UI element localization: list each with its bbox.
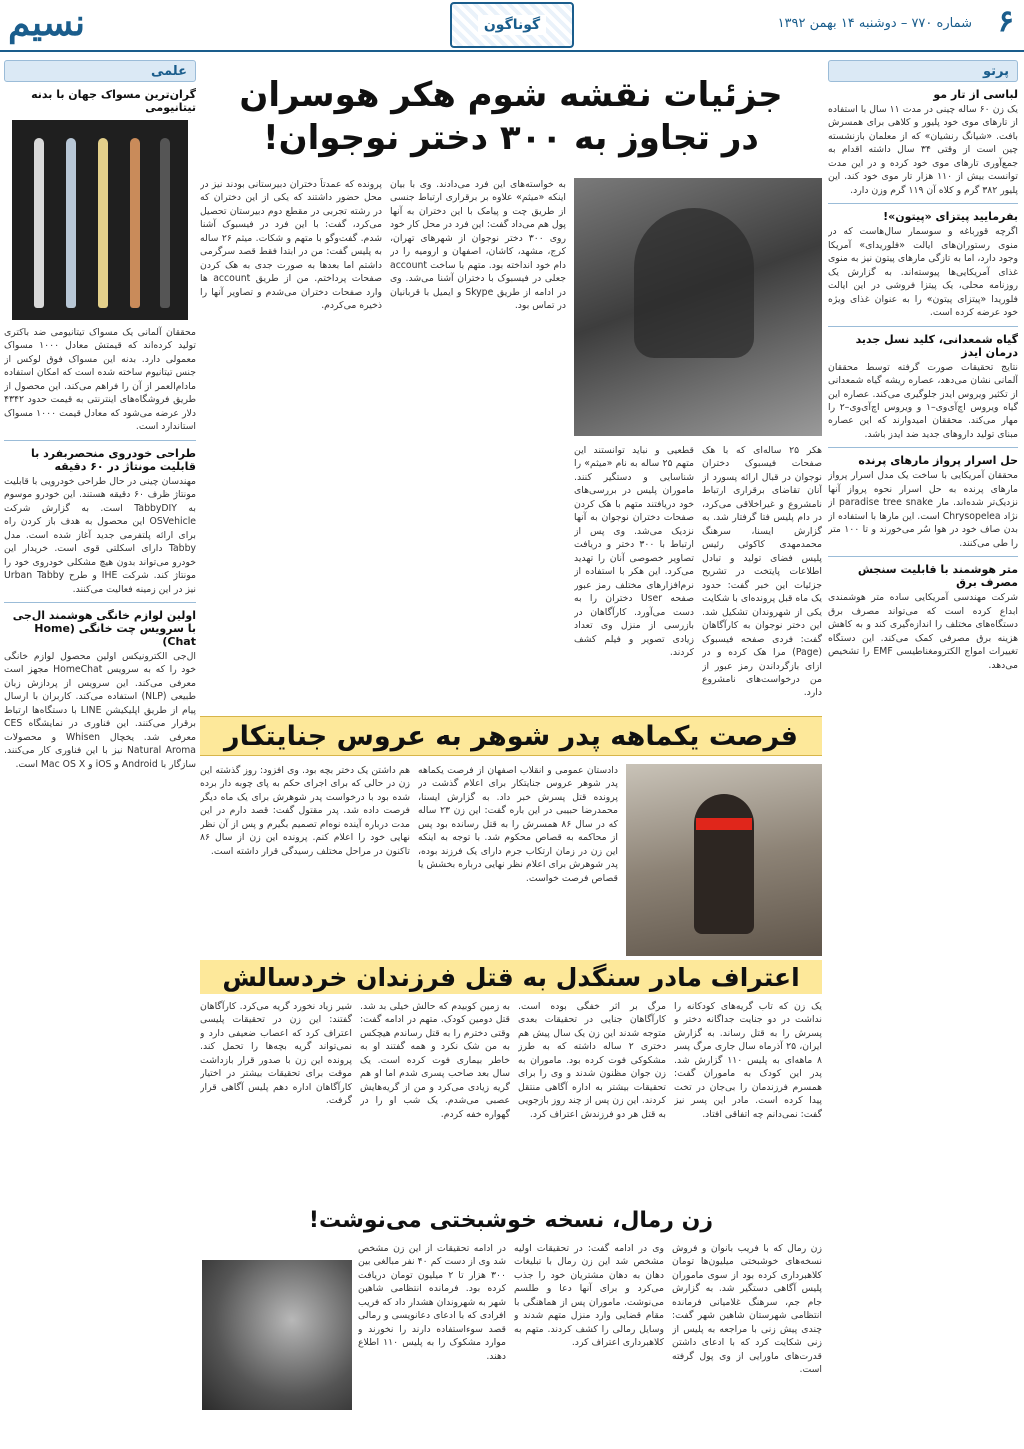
- left-item: [4, 609, 196, 771]
- mother-story-col: به زمین کوبیدم که حالش خیلی بد شد. قتل دومین کودک. متهم در ادامه گفت: وقتی دخترم را به قتل رساندم هیچکس به من شک نکرد و همه گفتند او به خاطر بیماری فوت کرده است. یک سال بعد صاحب پسری شدم اما او هم گریه زیادی می‌کرد و من از گریه‌هایش عصبی می‌شدم. یک شب او را در گهواره خفه کردم.: [360, 1001, 510, 1120]
- masthead: [0, 0, 1024, 52]
- main-story-col: هکر ۲۵ ساله‌ای که با هک صفحات فیسبوک دختران نوجوان در قبال ارائه پسورد از آنان تقاضای برقراری ارتباط نامشروع و غیراخلاقی می‌کرد، در دام پلیس فتا گرفتار شد. به گزارش ایسنا، سرهنگ محمدمهدی کاکوئی رئیس پلیس فضای تولید و تبادل اطلاعات پایتخت در تشریح جزئیات این خبر گفت: حدود یک ماه قبل پرونده‌ای با شکایت یکی از شهروندان تشکیل شد. این دختر نوجوان به کارآگاهان گفت: فردی صفحه فیسبوک (Page) مرا هک کرده و در ازای بازگرداندن رمز عبور از من درخواست‌های نامشروع دارد.: [702, 445, 822, 699]
- divider: [828, 326, 1018, 327]
- right-item: [828, 454, 1018, 550]
- divider: [828, 203, 1018, 204]
- left-item: [4, 447, 196, 596]
- main-headline-line2: در تجاوز به ۳۰۰ دختر نوجوان!: [263, 117, 759, 158]
- left-item-body: محققان آلمانی یک مسواک تیتانیومی ضد باکتری تولید کرده‌اند که قیمتش معادل ۱۰۰۰ مسواک معمولی دارد. بدنه این مسواک فوق لوکس از جنس تیتانیوم ساخته شده است که امکان استفاده مادام‌العمر از آن را فراهم می‌کند. این محصول از طریق فروشگاه‌های اینترنتی به قیمت حدود ۴۳۴۲ دلار عرضه می‌شود که معادل قیمت ۱۰۰۰ مسواک استاندارد است.: [4, 327, 196, 433]
- newspaper-logo: نسیم: [8, 2, 85, 44]
- right-item-body: شرکت مهندسی آمریکایی ساده متر هوشمندی ابداع کرده است که می‌تواند مصرف برق دستگاه‌های مختلف را اندازه‌گیری کند و به کاهش هزینه برق مصرفی کمک می‌کند. این دستگاه تغییرات امواج الکترومغناطیسی EMF را تشخیص می‌دهد.: [828, 592, 1018, 671]
- mother-story-col: شیر زیاد نخورد گریه می‌کرد. کارآگاهان گفتند: این زن در تحقیقات پلیسی اعتراف کرد که اعصاب ضعیفی دارد و نمی‌تواند گریه بچه‌ها را تحمل کند. پرونده این زن با صدور قرار بازداشت موقت برای تحقیقات بیشتر در اختیار کارآگاهان اداره دهم پلیس آگاهی قرار گرفت.: [200, 1001, 352, 1107]
- right-item-title: لباسی از تار مو: [933, 88, 1018, 101]
- left-item-title: طراحی خودروی منحصربفرد با قابلیت مونتاژ در ۶۰ دقیقه: [31, 446, 196, 473]
- toothbrush-image: [34, 138, 44, 308]
- toothbrush-image: [66, 138, 76, 308]
- left-item: [4, 88, 196, 434]
- mother-story-col: یک زن که تاب گریه‌های کودکانه را نداشت در دو جنایت جداگانه دختر و پسرش را به قتل رساند. به گزارش ایران، ۲۵ آذرماه سال جاری مرگ پسر ۸ ماهه‌ای به پلیس ۱۱۰ گزارش شد. پدر این کودک به ماموران گفت: همسرم فرزندمان را بی‌جان در تخت پیدا کرده است. مادر این پسر نیز گفت: نمی‌دانم چه اتفاقی افتاد.: [674, 1001, 822, 1120]
- right-item-body: نتایج تحقیقات صورت گرفته توسط محققان آلمانی نشان می‌دهد، عصاره ریشه گیاه شمعدانی از تکثیر ویروس ایدز جلوگیری می‌کند. عصاره این گیاه ویروس اچ‌آی‌وی–۱ و ویروس اچ‌آی‌وی–۲ را مهار می‌کند. محققان امیدوارند که این عصاره مبنای تولید داروهای جدید ضد ایدز باشد.: [828, 361, 1018, 440]
- bride-photo: [626, 764, 822, 956]
- divider: [4, 440, 196, 441]
- main-story-col: قطعیی و نباید توانستند این متهم ۲۵ ساله به نام «میثم» را شناسایی و دستگیر کنند. ماموران پلیس در بررسی‌های خود دریافتند متهم با هک کردن صفحات دختران نوجوان به آنها نزدیک می‌شد. وی پس از ارتباط با ۳۰۰ دختر و دریافت تصاویر خصوصی آنان را تهدید می‌کرد. این هکر با استفاده از نرم‌افزارهای مختلف رمز عبور صفحه User دختران را به دست می‌آورد. کارآگاهان در بازرسی از منزل وی تعداد زیادی تصویر و فیلم کشف کردند.: [574, 445, 694, 659]
- right-item: [828, 210, 1018, 319]
- rammal-story-col: در ادامه تحقیقات از این زن مشخص شد وی از دست کم ۴۰ نفر مبالغی بین ۳۰۰ هزار تا ۲ میلیون تومان دریافت کرده بود. فرمانده انتظامی شاهین شهر به شهروندان هشدار داد که فریب افرادی که با ادعای دعانویسی و رمالی قصد سوءاستفاده دارند را نخورند و موارد مشکوک را به پلیس ۱۱۰ اطلاع دهند.: [358, 1243, 506, 1362]
- right-item-body: محققان آمریکایی با ساخت یک مدل اسرار پرواز مارهای پرنده به حل اسرار نحوه پرواز آنها نزدیک‌تر شده‌اند. مار paradise tree snake از نژاد Chrysopelea است. این مارها با استفاده از بدن صاف خود در هوا سُر می‌خورند و تا ۱۰۰ متر را طی می‌کنند.: [828, 470, 1018, 549]
- page-number: ۶: [997, 4, 1014, 39]
- divider: [828, 447, 1018, 448]
- right-column-heading: پرتو: [828, 60, 1018, 82]
- toothbrush-photo: [12, 120, 188, 320]
- woman-figure-icon: [694, 794, 754, 934]
- main-story-col: پرونده که عمدتاً دختران دبیرستانی بودند نیز در محل حضور داشتند که یکی از این دختران که در رشته تجربی در مقطع دوم دبیرستان تحصیل می‌کرد، گفت: با این فرد در فیسبوک آشنا شدم. گفت‌وگو با متهم و شکات. میثم ۲۶ ساله به پلیس گفت: من در ابتدا فقط قصد سرگرمی داشتم اما بعدها به صورت جدی به هک کردن صفحات پرداختم. من از طریق account ها وارد صفحات دختران می‌شدم و تصاویر آنها را ذخیره می‌کردم.: [200, 179, 382, 312]
- bride-story-headline: فرصت یکماهه پدر شوهر به عروس جنایتکار: [200, 716, 822, 756]
- mother-story-col: مرگ بر اثر خفگی بوده است. کارآگاهان جنایی در تحقیقات بعدی متوجه شدند این زن یک سال پیش هم دختری ۲ ساله داشته که به طرز مشکوکی فوت کرده بود. ماموران به زن جوان مظنون شدند و وی را برای تحقیقات بیشتر به اداره آگاهی منتقل کردند. این زن پس از چند روز بازجویی به قتل هر دو فرزندش اعتراف کرد.: [518, 1001, 666, 1120]
- right-item: [828, 333, 1018, 442]
- issue-line: شماره ۷۷۰ – دوشنبه ۱۴ بهمن ۱۳۹۲: [777, 16, 972, 31]
- divider: [4, 602, 196, 603]
- right-item: [828, 88, 1018, 197]
- toothbrush-image: [130, 138, 140, 308]
- rammal-story-col: زن رمال که با فریب بانوان و فروش نسخه‌های خوشبختی میلیون‌ها تومان کلاهبرداری کرده بود از سوی ماموران پلیس آگاهی دستگیر شد. به گزارش جام جم، سرهنگ غلامیانی فرمانده انتظامی شهرستان شاهین شهر گفت: چندی پیش زنی با مراجعه به پلیس از زنی شکایت کرد که با ادعای داشتن قدرت‌های ماورایی از وی پول گرفته است.: [672, 1243, 822, 1376]
- left-item-body: ال‌جی الکترونیکس اولین محصول لوازم خانگی خود را که به سرویس HomeChat مجهز است معرفی می‌کند. این سرویس از پردازش زبان طبیعی (NLP) استفاده می‌کند. کاربران با ارسال پیام از طریق اپلیکیشن LINE با دستگاه‌ها ارتباط برقرار می‌کنند. این فناوری در نمایشگاه CES معرفی شد. یخچال Whisen و محصولات Natural Aroma نیز با این فناوری کار می‌کنند. سازگار با Android و iOS و Mac OS X است.: [4, 650, 196, 770]
- mother-story-headline: اعتراف مادر سنگدل به قتل فرزندان خردسالش: [200, 960, 822, 994]
- divider: [828, 556, 1018, 557]
- center-content: [200, 60, 822, 1442]
- rammal-story-col: وی در ادامه گفت: در تحقیقات اولیه مشخص شد این زن رمال با تبلیغات دهان به دهان مشتریان خود را جذب می‌کرد و برای آنها دعا و طلسم می‌نوشت. ماموران پس از هماهنگی با مقام قضایی وارد منزل متهم شدند و وسایل رمالی را کشف کردند. متهم به کلاهبرداری اعتراف کرد.: [514, 1243, 664, 1349]
- rammal-photo: [202, 1260, 352, 1410]
- section-label: گوناگون: [478, 15, 546, 35]
- main-story: [200, 178, 822, 708]
- toothbrush-image: [160, 138, 170, 308]
- section-emblem: [450, 2, 574, 48]
- left-item-title: گران‌ترین مسواک جهان با بدنه تیتانیومی: [31, 88, 196, 114]
- right-item-title: حل اسرار پرواز مارهای پرنده: [858, 454, 1018, 468]
- left-item-title: اولین لوازم خانگی هوشمند ال‌جی با سرویس چت خانگی (Home Chat): [12, 608, 196, 648]
- main-story-col: به خواسته‌های این فرد می‌دادند. وی با بیان اینکه «میثم» علاوه بر برقراری ارتباط جنسی از طریق چت و پیامک با این دختران به آنها پول هم می‌داد گفت: این فرد در محل کار خود روی ۳۰۰ دختر نوجوان از شهرهای تهران، کرج، مشهد، کاشان، اصفهان و ارومیه را در دام خود انداخته بود. متهم با ساخت account جعلی در فیسبوک با دختران آشنا می‌شد. وی در ادامه از طریق Skype و ایمیل با قربانیان در تماس بود.: [390, 179, 566, 312]
- bride-story-col: هم داشتن یک دختر بچه بود. وی افزود: روز گذشته این زن در حالی که برای اجرای حکم به پای چوبه دار برده شده بود با درخواست پدر شوهرش برای یک ماه دیگر فرصت داده شد. پدر مقتول گفت: قصد دارم در این مدت درباره آینده نوه‌ام تصمیم بگیرم و پس از آن نظر نهایی خود را اعلام کنم. پرونده این زن از سال ۸۶ تاکنون در مراحل مختلف رسیدگی قرار داشته است.: [200, 765, 410, 857]
- right-item: [828, 563, 1018, 672]
- right-column: [828, 60, 1018, 1442]
- person-silhouette-icon: [634, 208, 754, 358]
- left-column-heading: علمی: [4, 60, 196, 82]
- rammal-story-headline: زن رمال، نسخه خوشبختی می‌نوشت!: [308, 1208, 714, 1233]
- bride-story-col: دادستان عمومی و انقلاب اصفهان از فرصت یکماهه پدر شوهر عروس جنایتکار برای اعلام گذشت در پرونده قتل پسرش خبر داد. به گزارش ایسنا، محمدرضا حبیبی در این باره گفت: این زن ۲۳ ساله که در سال ۸۶ همسرش را به قتل رسانده بود پس از محاکمه به قصاص محکوم شد. با توجه به اینکه این زن در زمان ارتکاب جرم دارای یک فرزند بوده، پدر شوهرش برای اعلام نظر نهایی درباره بخشش یا قصاص فرصت خواست.: [418, 765, 618, 884]
- left-column: [4, 60, 196, 1442]
- right-item-body: یک زن ۶۰ ساله چینی در مدت ۱۱ سال با استفاده از تارهای موی خود پلیور و کلاهی برای همسرش بافت. «شیانگ رنشیان» که از معلمان بازنشسته چین است از وقتی ۳۴ سال داشته اقدام به جمع‌آوری تارهای موی خود کرده و در این مدت توانست بیش از ۱۱۰ هزار تار موی خود کند. این پلیور ۳۸۲ گرم و کلاه آن ۱۱۹ گرم وزن دارد.: [828, 104, 1018, 196]
- right-item-body: اگرچه قورباغه و سوسمار سال‌هاست که در منوی رستوران‌های ایالت «فلوریدای» آمریکا وجود دارد، اما به تازگی مارهای پیتون نیز به منوی غذای آمریکایی‌ها پیوسته‌اند. به گزارش یک روزنامه محلی، یک پیتزا فروشی در این ایالت فلوریدا «پیتزای پیتون» را به عنوان غذای ویژه خود عرضه کرده است.: [828, 226, 1018, 319]
- left-item-body: مهندسان چینی در حال طراحی خودرویی با قابلیت مونتاژ ظرف ۶۰ دقیقه هستند. این خودرو موسوم به TabbyDIY است. به گزارش شرکت OSVehicle این محصول به هدف باز کردن راه برای ارائه پلتفرمی جدید آغاز شده است. مدل Tabby دارای اسکلتی قوی است. خریدار این خودرو می‌تواند بدون هیچ مشکلی خودروی خود را مونتاژ کند. شرکت IHE و طرح Urban Tabby نیز در این زمینه فعالیت می‌کنند.: [4, 475, 196, 595]
- hacker-photo: [574, 178, 822, 436]
- right-item-title: گیاه شمعدانی، کلید نسل جدید درمان ایدز: [855, 332, 1018, 359]
- right-item-title: بفرمایید پیتزای «پیتون»!: [883, 210, 1018, 224]
- toothbrush-image: [98, 138, 108, 308]
- censor-bar: [696, 818, 752, 830]
- main-headline-line1: جزئیات نقشه شوم هکر هوسران: [239, 75, 783, 115]
- main-headline: [200, 74, 822, 159]
- right-item-title: متر هوشمند با قابلیت سنجش مصرف برق: [857, 563, 1018, 590]
